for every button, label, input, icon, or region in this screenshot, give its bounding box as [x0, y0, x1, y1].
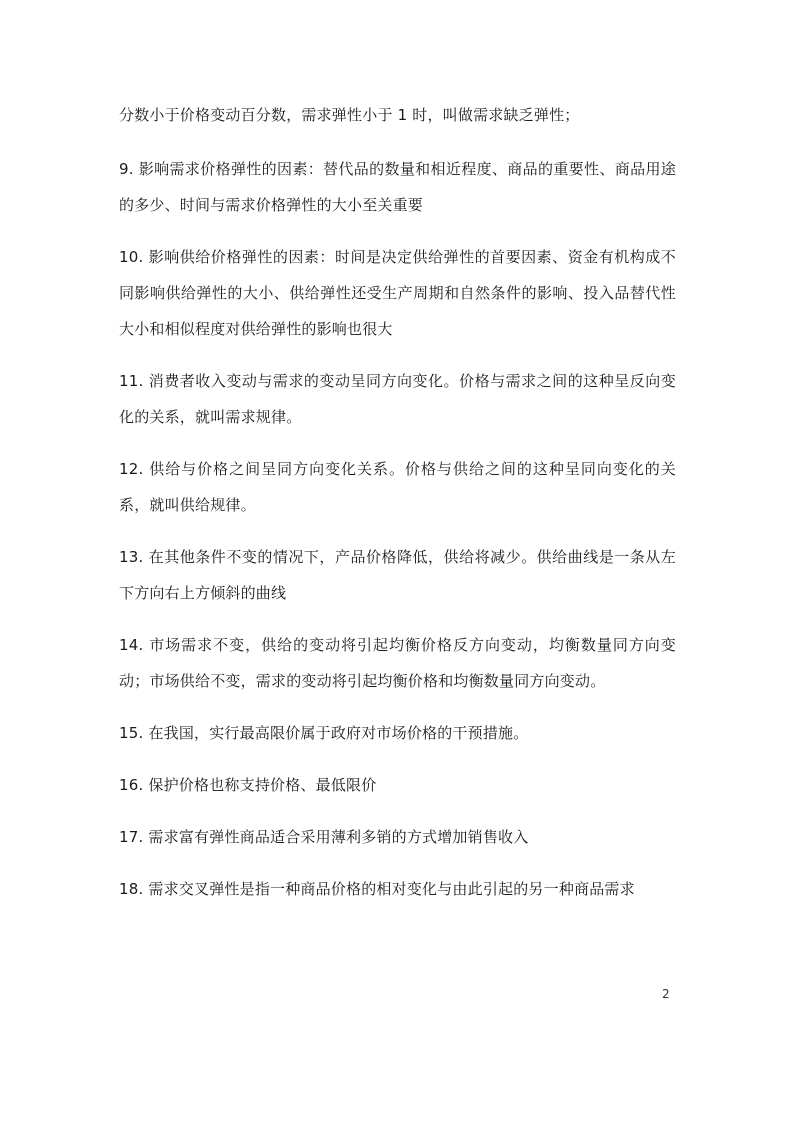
paragraph-item-9: 9. 影响需求价格弹性的因素：替代品的数量和相近程度、商品的重要性、商品用途的多少、时间与需求价格弹性的大小至关重要 — [119, 160, 676, 214]
paragraph-item-10: 10. 影响供给价格弹性的因素：时间是决定供给弹性的首要因素、资金有机构成不同影响供给弹性的大小、供给弹性还受生产周期和自然条件的影响、投入品替代性大小和相似程度对供给弹性的影响也很大 — [119, 248, 676, 338]
paragraph-item-18: 18. 需求交叉弹性是指一种商品价格的相对变化与由此引起的另一种商品需求 — [119, 880, 635, 898]
paragraph-continuation: 分数小于价格变动百分数，需求弹性小于 1 时，叫做需求缺乏弹性； — [119, 106, 580, 124]
page-number: 2 — [662, 987, 670, 1001]
paragraph-item-13: 13. 在其他条件不变的情况下，产品价格降低，供给将减少。供给曲线是一条从左下方向右上方倾斜的曲线 — [119, 548, 676, 602]
paragraph-item-16: 16. 保护价格也称支持价格、最低限价 — [119, 776, 377, 794]
page-content — [119, 97, 676, 923]
paragraph-item-12: 12. 供给与价格之间呈同方向变化关系。价格与供给之间的这种呈同向变化的关系，就叫供给规律。 — [119, 460, 676, 514]
paragraph-item-17: 17. 需求富有弹性商品适合采用薄利多销的方式增加销售收入 — [119, 828, 529, 846]
paragraph-item-15: 15. 在我国，实行最高限价属于政府对市场价格的干预措施。 — [119, 724, 529, 742]
paragraph-item-14: 14. 市场需求不变，供给的变动将引起均衡价格反方向变动，均衡数量同方向变动；市场供给不变，需求的变动将引起均衡价格和均衡数量同方向变动。 — [119, 636, 676, 690]
paragraph-item-11: 11. 消费者收入变动与需求的变动呈同方向变化。价格与需求之间的这种呈反向变化的关系，就叫需求规律。 — [119, 372, 676, 426]
